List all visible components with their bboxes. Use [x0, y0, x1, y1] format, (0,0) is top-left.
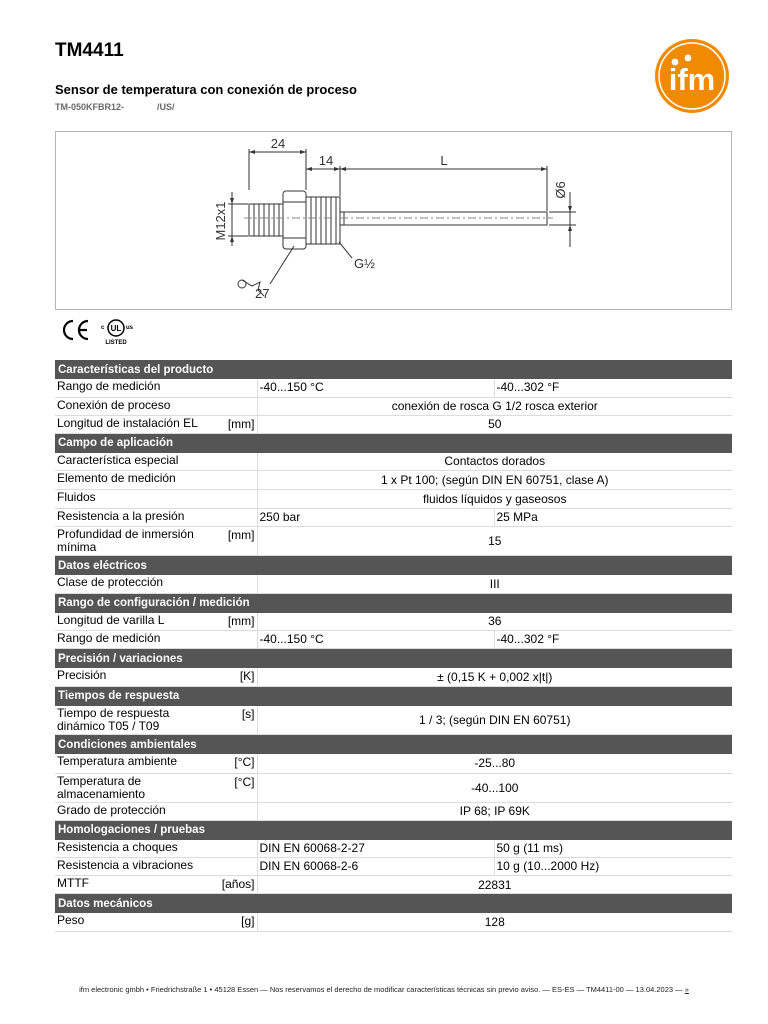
section-title: Características del producto	[55, 360, 732, 379]
spec-unit: [s]	[241, 706, 255, 721]
ifm-logo	[654, 38, 730, 114]
spec-label: Característica especial	[57, 452, 179, 467]
spec-row	[55, 613, 732, 631]
spec-label: Profundidad de inmersión mínima	[57, 527, 194, 554]
section-header	[55, 820, 732, 840]
spec-label: Tiempo de respuesta dinámico T05 / T09	[57, 705, 170, 733]
section-header	[55, 686, 732, 706]
spec-value-primary: DIN EN 60068-2-6	[257, 858, 494, 876]
spec-label: Conexión de proceso	[57, 397, 171, 412]
section-title: Homologaciones / pruebas	[55, 820, 732, 840]
spec-value: fluidos líquidos y gaseosos	[257, 490, 732, 509]
specification-table	[55, 360, 732, 932]
listed-text: LISTED	[105, 340, 127, 346]
spec-row	[55, 802, 732, 820]
certification-marks	[60, 318, 140, 346]
section-title: Tiempos de respuesta	[55, 686, 732, 706]
spec-value: conexión de rosca G 1/2 rosca exterior	[257, 397, 732, 415]
spec-label-cell	[55, 840, 257, 858]
ce-mark-text: CE	[60, 318, 62, 319]
section-header	[55, 433, 732, 453]
spec-row	[55, 379, 732, 397]
spec-value: 36	[257, 613, 732, 631]
spec-value: 22831	[257, 876, 732, 894]
spec-unit: [mm]	[227, 528, 255, 542]
spec-value: IP 68; IP 69K	[257, 802, 732, 820]
section-header	[55, 593, 732, 613]
spec-unit: [mm]	[227, 416, 255, 431]
spec-label-cell	[55, 773, 257, 802]
spec-row	[55, 773, 732, 802]
spec-row	[55, 471, 732, 490]
spec-value: 128	[257, 913, 732, 931]
spec-label-cell	[55, 631, 257, 649]
spec-row	[55, 490, 732, 509]
section-title: Precisión / variaciones	[55, 649, 732, 669]
spec-label-cell	[55, 613, 257, 631]
spec-value: III	[257, 575, 732, 593]
spec-row	[55, 509, 732, 527]
spec-label-cell	[55, 379, 257, 397]
spec-label-cell	[55, 706, 257, 735]
spec-value-primary: 250 bar	[257, 509, 494, 527]
ul-mark-text: UL	[110, 324, 122, 333]
wrench-size-label: 27	[255, 286, 270, 301]
article-codes	[55, 102, 175, 112]
spec-row	[55, 415, 732, 433]
svg-text:us: us	[126, 325, 134, 331]
page-footer	[0, 985, 768, 994]
spec-label-cell	[55, 858, 257, 876]
spec-label-cell	[55, 913, 257, 931]
product-description: Sensor de temperatura con conexión de proceso	[55, 82, 357, 97]
spec-row	[55, 527, 732, 556]
spec-unit: [mm]	[227, 613, 255, 628]
spec-row	[55, 706, 732, 735]
spec-row	[55, 668, 732, 686]
spec-unit: [°C]	[234, 755, 255, 769]
spec-unit: [K]	[239, 669, 255, 683]
spec-row	[55, 631, 732, 649]
spec-row	[55, 840, 732, 858]
footer-more-link[interactable]: »	[684, 985, 689, 994]
spec-value-secondary: 25 MPa	[494, 509, 732, 527]
spec-label: Elemento de medición	[57, 471, 176, 485]
spec-label-cell	[55, 668, 257, 686]
spec-row	[55, 858, 732, 876]
spec-label: Precisión	[57, 668, 107, 682]
spec-label: Rango de medición	[57, 631, 161, 645]
dim-L-label: L	[440, 153, 448, 168]
ul-listed-icon	[101, 320, 134, 346]
spec-value: -25...80	[257, 754, 732, 773]
section-title: Datos eléctricos	[55, 556, 732, 576]
spec-label-cell	[55, 575, 257, 593]
spec-value: 50	[257, 415, 732, 433]
spec-value: 15	[257, 527, 732, 556]
spec-value: ± (0,15 K + 0,002 x|t|)	[257, 668, 732, 686]
spec-label: Resistencia a vibraciones	[57, 858, 194, 872]
product-code: TM4411	[55, 40, 124, 61]
article-code-suffix: /US/	[157, 102, 175, 112]
section-title: Rango de configuración / medición	[55, 593, 732, 613]
spec-label-cell	[55, 509, 257, 527]
section-title: Condiciones ambientales	[55, 735, 732, 755]
spec-row	[55, 575, 732, 593]
spec-label-cell	[55, 453, 257, 471]
spec-value-secondary: 10 g (10...2000 Hz)	[494, 858, 732, 876]
section-header	[55, 649, 732, 669]
spec-label: Fluidos	[57, 490, 96, 504]
spec-label: Resistencia a choques	[57, 839, 178, 854]
spec-unit: [años]	[221, 877, 255, 891]
spec-label: Longitud de instalación EL	[57, 415, 198, 430]
specification-body	[55, 360, 732, 931]
footer-text: ifm electronic gmbh • Friedrichstraße 1 • 45128 Essen — Nos reservamos el derecho de modificar características técnicas sin previo aviso. — ES-ES — TM4411-00 — 13.04.2023 —	[79, 985, 683, 994]
ifm-logo-text: ifm	[668, 62, 716, 97]
dim-24-label: 24	[270, 136, 286, 151]
spec-value: 1 x Pt 100; (según DIN EN 60751, clase A)	[257, 471, 732, 490]
thread-m12-label: M12x1	[213, 201, 228, 241]
dim-d6-label: Ø6	[553, 181, 568, 199]
spec-label: Peso	[57, 913, 85, 927]
spec-label-cell	[55, 754, 257, 773]
section-header	[55, 360, 732, 379]
spec-value: 1 / 3; (según DIN EN 60751)	[257, 706, 732, 735]
spec-value-secondary: -40...302 °F	[494, 379, 732, 397]
dim-14-label: 14	[318, 153, 334, 168]
spec-row	[55, 754, 732, 773]
spec-value-primary: -40...150 °C	[257, 379, 494, 397]
spec-unit: [g]	[241, 914, 255, 928]
spec-label-cell	[55, 397, 257, 415]
drawing-svg	[56, 132, 731, 309]
spec-value: -40...100	[257, 773, 732, 802]
spec-label: MTTF	[57, 876, 89, 890]
spec-unit: [°C]	[234, 774, 255, 789]
thread-g-label: G½	[354, 256, 375, 271]
spec-label: Resistencia a la presión	[57, 509, 185, 523]
section-header	[55, 735, 732, 755]
section-title: Datos mecánicos	[55, 894, 732, 914]
dimension-drawing	[55, 131, 732, 310]
spec-label: Rango de medición	[57, 379, 161, 393]
spec-row	[55, 876, 732, 894]
spec-label-cell	[55, 527, 257, 556]
spec-value-primary: DIN EN 60068-2-27	[257, 840, 494, 858]
section-title: Campo de aplicación	[55, 433, 732, 453]
spec-label-cell	[55, 415, 257, 433]
spec-value: Contactos dorados	[257, 453, 732, 471]
ce-mark-icon	[64, 321, 88, 339]
article-code-prefix: TM-050KFBR12-	[55, 102, 125, 112]
spec-value-secondary: -40...302 °F	[494, 631, 732, 649]
section-header	[55, 894, 732, 914]
spec-label-cell	[55, 471, 257, 490]
spec-label-cell	[55, 802, 257, 820]
section-header	[55, 556, 732, 576]
spec-row	[55, 397, 732, 415]
spec-label: Temperatura de almacenamiento	[57, 773, 146, 801]
spec-label: Clase de protección	[57, 575, 164, 589]
spec-label-cell	[55, 876, 257, 894]
spec-label: Longitud de varilla L	[57, 612, 165, 627]
spec-value-primary: -40...150 °C	[257, 631, 494, 649]
spec-label: Temperatura ambiente	[57, 754, 178, 768]
spec-label: Grado de protección	[57, 802, 166, 817]
spec-row	[55, 913, 732, 931]
spec-label-cell	[55, 490, 257, 509]
svg-text:c: c	[101, 325, 105, 331]
spec-value-secondary: 50 g (11 ms)	[494, 840, 732, 858]
spec-row	[55, 453, 732, 471]
